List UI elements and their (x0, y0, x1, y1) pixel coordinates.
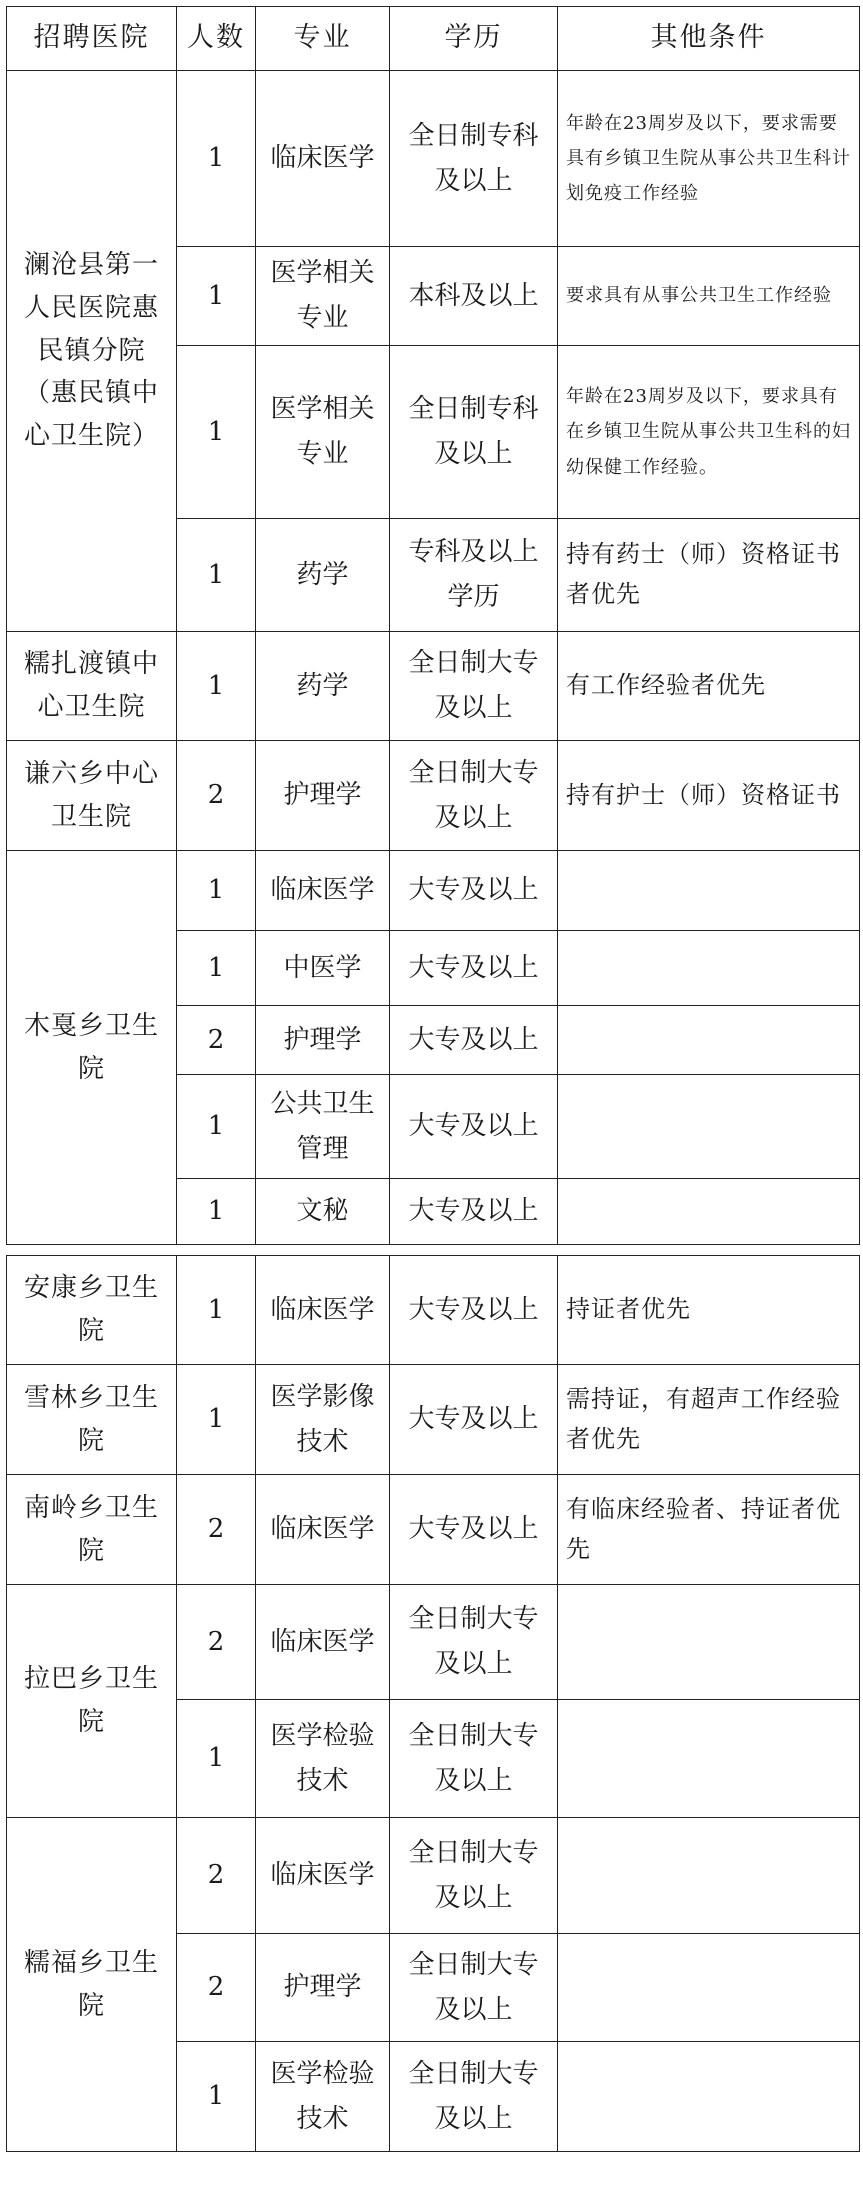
count-cell: 1 (177, 1256, 256, 1365)
major-cell: 护理学 (256, 741, 390, 851)
conditions-cell (558, 1700, 860, 1818)
conditions-cell (558, 1585, 860, 1700)
table-row (7, 741, 860, 851)
major-cell: 临床医学 (256, 851, 390, 931)
hospital-cell: 南岭乡卫生院 (7, 1475, 177, 1585)
major-cell: 护理学 (256, 1934, 390, 2042)
count-cell: 1 (177, 931, 256, 1006)
conditions-cell: 持有药士（师）资格证书者优先 (558, 519, 860, 632)
table-row (7, 71, 860, 247)
major-cell: 医学相关专业 (256, 346, 390, 519)
count-cell: 2 (177, 1934, 256, 2042)
education-cell: 全日制大专及以上 (390, 1818, 558, 1934)
table-row (7, 632, 860, 741)
education-cell: 大专及以上 (390, 1475, 558, 1585)
major-cell: 临床医学 (256, 1818, 390, 1934)
header-hospital: 招聘医院 (7, 7, 177, 71)
count-cell: 1 (177, 247, 256, 346)
hospital-cell: 木戛乡卫生院 (7, 851, 177, 1245)
conditions-cell (558, 1179, 860, 1245)
header-conditions: 其他条件 (558, 7, 860, 71)
major-cell: 中医学 (256, 931, 390, 1006)
major-cell: 医学影像技术 (256, 1365, 390, 1475)
education-cell: 全日制大专及以上 (390, 741, 558, 851)
major-cell: 药学 (256, 632, 390, 741)
hospital-cell: 糯扎渡镇中心卫生院 (7, 632, 177, 741)
conditions-cell (558, 1934, 860, 2042)
table-row (7, 1818, 860, 1934)
count-cell: 1 (177, 632, 256, 741)
conditions-cell (558, 1075, 860, 1179)
education-cell: 大专及以上 (390, 931, 558, 1006)
header-row (7, 7, 860, 71)
education-cell: 大专及以上 (390, 1179, 558, 1245)
conditions-cell: 持证者优先 (558, 1256, 860, 1365)
major-cell: 医学相关专业 (256, 247, 390, 346)
conditions-cell (558, 2042, 860, 2152)
major-cell: 药学 (256, 519, 390, 632)
header-major: 专业 (256, 7, 390, 71)
count-cell: 1 (177, 1179, 256, 1245)
conditions-cell (558, 931, 860, 1006)
hospital-cell: 拉巴乡卫生院 (7, 1585, 177, 1818)
conditions-cell: 要求具有从事公共卫生工作经验 (558, 247, 860, 346)
table-row (7, 851, 860, 931)
count-cell: 2 (177, 1818, 256, 1934)
header-count: 人数 (177, 7, 256, 71)
conditions-cell (558, 851, 860, 931)
count-cell: 1 (177, 71, 256, 247)
major-cell: 医学检验技术 (256, 1700, 390, 1818)
education-cell: 全日制大专及以上 (390, 1700, 558, 1818)
table-row (7, 1365, 860, 1475)
count-cell: 1 (177, 1365, 256, 1475)
table-row (7, 1585, 860, 1700)
count-cell: 1 (177, 346, 256, 519)
major-cell: 护理学 (256, 1006, 390, 1075)
hospital-cell: 谦六乡中心卫生院 (7, 741, 177, 851)
conditions-cell: 需持证，有超声工作经验者优先 (558, 1365, 860, 1475)
education-cell: 大专及以上 (390, 1256, 558, 1365)
major-cell: 临床医学 (256, 1256, 390, 1365)
education-cell: 大专及以上 (390, 851, 558, 931)
table-row (7, 1475, 860, 1585)
conditions-cell (558, 1818, 860, 1934)
hospital-cell: 安康乡卫生院 (7, 1256, 177, 1365)
recruitment-table (6, 6, 860, 2152)
education-cell: 全日制大专及以上 (390, 2042, 558, 2152)
education-cell: 全日制专科及以上 (390, 71, 558, 247)
hospital-cell: 雪林乡卫生院 (7, 1365, 177, 1475)
conditions-cell: 持有护士（师）资格证书 (558, 741, 860, 851)
major-cell: 临床医学 (256, 71, 390, 247)
table-row (7, 1256, 860, 1365)
major-cell: 临床医学 (256, 1475, 390, 1585)
education-cell: 全日制大专及以上 (390, 1934, 558, 2042)
conditions-cell (558, 1006, 860, 1075)
major-cell: 医学检验技术 (256, 2042, 390, 2152)
count-cell: 2 (177, 741, 256, 851)
education-cell: 大专及以上 (390, 1006, 558, 1075)
major-cell: 临床医学 (256, 1585, 390, 1700)
education-cell: 专科及以上学历 (390, 519, 558, 632)
recruitment-document (6, 6, 860, 2152)
hospital-cell: 糯福乡卫生院 (7, 1818, 177, 2152)
count-cell: 1 (177, 1700, 256, 1818)
education-cell: 全日制专科及以上 (390, 346, 558, 519)
count-cell: 2 (177, 1585, 256, 1700)
count-cell: 1 (177, 519, 256, 632)
header-education: 学历 (390, 7, 558, 71)
count-cell: 1 (177, 1075, 256, 1179)
education-cell: 大专及以上 (390, 1075, 558, 1179)
major-cell: 文秘 (256, 1179, 390, 1245)
count-cell: 1 (177, 851, 256, 931)
major-cell: 公共卫生管理 (256, 1075, 390, 1179)
count-cell: 1 (177, 2042, 256, 2152)
conditions-cell: 年龄在23周岁及以下，要求具有在乡镇卫生院从事公共卫生科的妇幼保健工作经验。 (558, 346, 860, 519)
education-cell: 全日制大专及以上 (390, 1585, 558, 1700)
hospital-cell: 澜沧县第一人民医院惠民镇分院（惠民镇中心卫生院） (7, 71, 177, 632)
conditions-cell: 有临床经验者、持证者优先 (558, 1475, 860, 1585)
education-cell: 全日制大专及以上 (390, 632, 558, 741)
conditions-cell: 有工作经验者优先 (558, 632, 860, 741)
education-cell: 本科及以上 (390, 247, 558, 346)
count-cell: 2 (177, 1475, 256, 1585)
education-cell: 大专及以上 (390, 1365, 558, 1475)
conditions-cell: 年龄在23周岁及以下，要求需要具有乡镇卫生院从事公共卫生科计划免疫工作经验 (558, 71, 860, 247)
page-break-gap (7, 1245, 860, 1256)
count-cell: 2 (177, 1006, 256, 1075)
